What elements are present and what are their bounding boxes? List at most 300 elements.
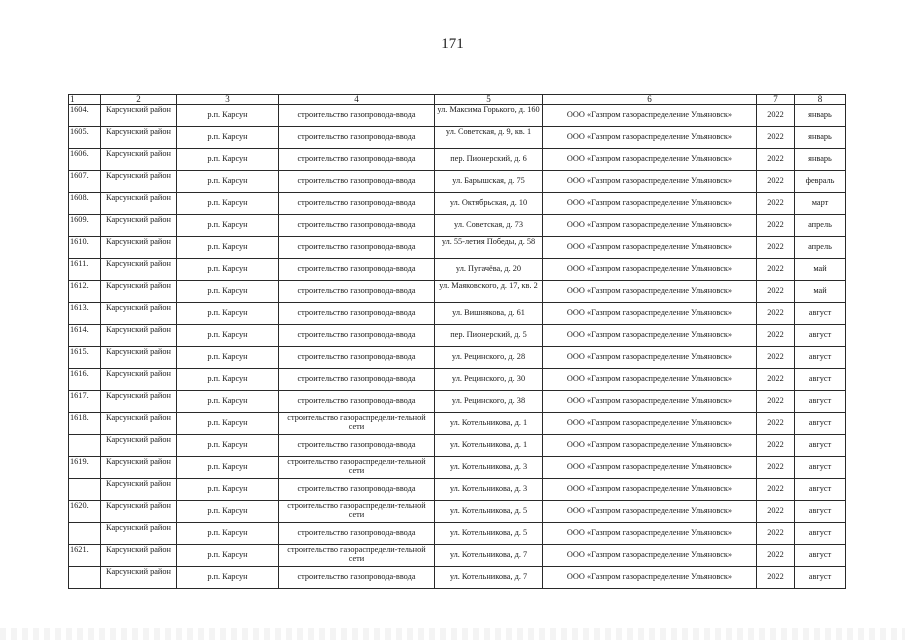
organization-cell: [543, 369, 757, 391]
year-cell-text: 2022: [767, 484, 784, 493]
row-number: [69, 193, 101, 215]
gasification-schedule-table: [68, 94, 846, 589]
settlement-cell-text: р.п. Карсун: [207, 242, 248, 251]
table-row: [69, 237, 846, 259]
address-cell-text: ул. Котельникова, д. 3: [449, 462, 528, 471]
settlement-cell-text: р.п. Карсун: [207, 528, 248, 537]
month-cell-text: апрель: [808, 242, 832, 251]
scan-noise-strip: [0, 628, 905, 640]
table-row: [69, 391, 846, 413]
organization-cell: [543, 457, 757, 479]
year-cell: [757, 435, 795, 457]
row-number-text: 1609.: [70, 215, 89, 224]
address-cell: [435, 479, 543, 501]
address-cell-text: ул. Котельникова, д. 7: [449, 550, 528, 559]
year-cell-text: 2022: [767, 242, 784, 251]
year-cell: [757, 171, 795, 193]
month-cell: [795, 237, 846, 259]
month-cell: [795, 457, 846, 479]
work-type-cell: [279, 501, 435, 523]
settlement-cell: [177, 193, 279, 215]
settlement-cell: [177, 149, 279, 171]
work-type-cell-text: строительство газопровода-ввода: [297, 132, 416, 141]
organization-cell: [543, 237, 757, 259]
address-cell: [435, 215, 543, 237]
district-cell: [101, 281, 177, 303]
settlement-cell-text: р.п. Карсун: [207, 462, 248, 471]
district-cell: [101, 325, 177, 347]
organization-cell-text: ООО «Газпром газораспределение Ульяновск»: [566, 176, 733, 185]
row-number: [69, 567, 101, 589]
year-cell: [757, 523, 795, 545]
work-type-cell: [279, 325, 435, 347]
district-cell: [101, 347, 177, 369]
work-type-cell-text: строительство газораспредели-тельной сети: [287, 545, 426, 563]
page-number: 171: [441, 36, 464, 52]
organization-cell-text: ООО «Газпром газораспределение Ульяновск»: [566, 110, 733, 119]
district-cell: [101, 149, 177, 171]
settlement-cell: [177, 413, 279, 435]
district-cell-text: Карсунский район: [106, 171, 171, 180]
district-cell: [101, 369, 177, 391]
district-cell: [101, 413, 177, 435]
work-type-cell: [279, 523, 435, 545]
row-number: [69, 149, 101, 171]
address-cell-text: ул. Пугачёва, д. 20: [455, 264, 522, 273]
work-type-cell: [279, 457, 435, 479]
table-row: [69, 105, 846, 127]
work-type-cell: [279, 435, 435, 457]
district-cell: [101, 303, 177, 325]
column-header: 3: [177, 95, 279, 105]
year-cell-text: 2022: [767, 154, 784, 163]
organization-cell: [543, 413, 757, 435]
row-number: [69, 435, 101, 457]
district-cell: [101, 391, 177, 413]
row-number-text: 1608.: [70, 193, 89, 202]
address-cell: [435, 567, 543, 589]
organization-cell-text: ООО «Газпром газораспределение Ульяновск»: [566, 286, 733, 295]
row-number: [69, 479, 101, 501]
settlement-cell-text: р.п. Карсун: [207, 132, 248, 141]
month-cell-text: август: [808, 440, 832, 449]
year-cell: [757, 127, 795, 149]
settlement-cell: [177, 215, 279, 237]
address-cell-text: ул. Котельникова, д. 5: [449, 506, 528, 515]
organization-cell-text: ООО «Газпром газораспределение Ульяновск»: [566, 198, 733, 207]
column-header: 6: [543, 95, 757, 105]
month-cell-text: август: [808, 352, 832, 361]
table-row: [69, 435, 846, 457]
year-cell: [757, 325, 795, 347]
work-type-cell: [279, 303, 435, 325]
column-header: 8: [795, 95, 846, 105]
address-cell-text: ул. 55-летия Победы, д. 58: [441, 237, 536, 246]
year-cell-text: 2022: [767, 176, 784, 185]
month-cell-text: январь: [808, 132, 832, 141]
district-cell-text: Карсунский район: [106, 347, 171, 356]
month-cell-text: август: [808, 462, 832, 471]
work-type-cell: [279, 237, 435, 259]
settlement-cell-text: р.п. Карсун: [207, 220, 248, 229]
address-cell: [435, 369, 543, 391]
district-cell-text: Карсунский район: [106, 325, 171, 334]
work-type-cell-text: строительство газопровода-ввода: [297, 264, 416, 273]
year-cell-text: 2022: [767, 330, 784, 339]
row-number: [69, 501, 101, 523]
work-type-cell: [279, 127, 435, 149]
month-cell-text: август: [808, 484, 832, 493]
address-cell-text: ул. Советская, д. 73: [454, 220, 523, 229]
year-cell-text: 2022: [767, 286, 784, 295]
address-cell-text: пер. Пионерский, д. 5: [450, 330, 527, 339]
settlement-cell: [177, 369, 279, 391]
address-cell: [435, 149, 543, 171]
district-cell-text: Карсунский район: [106, 193, 171, 202]
work-type-cell-text: строительство газопровода-ввода: [297, 572, 416, 581]
work-type-cell: [279, 413, 435, 435]
organization-cell: [543, 127, 757, 149]
row-number-text: 1616.: [70, 369, 89, 378]
table-row: [69, 127, 846, 149]
address-cell: [435, 523, 543, 545]
row-number-text: 1614.: [70, 325, 89, 334]
row-number: [69, 391, 101, 413]
work-type-cell-text: строительство газопровода-ввода: [297, 528, 416, 537]
organization-cell-text: ООО «Газпром газораспределение Ульяновск»: [566, 418, 733, 427]
address-cell: [435, 105, 543, 127]
year-cell: [757, 259, 795, 281]
row-number-text: 1619.: [70, 457, 89, 466]
column-header: 5: [435, 95, 543, 105]
year-cell-text: 2022: [767, 440, 784, 449]
organization-cell: [543, 259, 757, 281]
settlement-cell: [177, 347, 279, 369]
row-number: [69, 259, 101, 281]
year-cell-text: 2022: [767, 374, 784, 383]
settlement-cell-text: р.п. Карсун: [207, 154, 248, 163]
organization-cell-text: ООО «Газпром газораспределение Ульяновск»: [566, 462, 733, 471]
table-row: [69, 347, 846, 369]
row-number-text: 1613.: [70, 303, 89, 312]
settlement-cell: [177, 545, 279, 567]
address-cell: [435, 259, 543, 281]
work-type-cell-text: строительство газопровода-ввода: [297, 396, 416, 405]
table-row: [69, 303, 846, 325]
table-row: [69, 413, 846, 435]
address-cell-text: ул. Максима Горького, д. 160: [437, 105, 540, 114]
work-type-cell-text: строительство газораспредели-тельной сети: [287, 501, 426, 519]
row-number-text: 1611.: [70, 259, 89, 268]
organization-cell-text: ООО «Газпром газораспределение Ульяновск»: [566, 440, 733, 449]
row-number-text: 1607.: [70, 171, 89, 180]
work-type-cell-text: строительство газопровода-ввода: [297, 484, 416, 493]
organization-cell: [543, 325, 757, 347]
work-type-cell-text: строительство газопровода-ввода: [297, 352, 416, 361]
column-header: 2: [101, 95, 177, 105]
year-cell: [757, 105, 795, 127]
work-type-cell-text: строительство газопровода-ввода: [297, 176, 416, 185]
settlement-cell: [177, 171, 279, 193]
year-cell: [757, 479, 795, 501]
row-number-text: 1615.: [70, 347, 89, 356]
month-cell: [795, 413, 846, 435]
row-number: [69, 127, 101, 149]
address-cell-text: ул. Котельникова, д. 7: [449, 572, 528, 581]
row-number: [69, 457, 101, 479]
work-type-cell-text: строительство газопровода-ввода: [297, 110, 416, 119]
month-cell: [795, 523, 846, 545]
address-cell-text: ул. Советская, д. 9, кв. 1: [445, 127, 532, 136]
district-cell-text: Карсунский район: [106, 457, 171, 466]
year-cell: [757, 545, 795, 567]
settlement-cell-text: р.п. Карсун: [207, 484, 248, 493]
address-cell: [435, 501, 543, 523]
address-cell: [435, 391, 543, 413]
work-type-cell-text: строительство газораспредели-тельной сети: [287, 413, 426, 431]
settlement-cell-text: р.п. Карсун: [207, 374, 248, 383]
address-cell-text: ул. Октябрьская, д. 10: [449, 198, 528, 207]
district-cell-text: Карсунский район: [106, 127, 171, 136]
district-cell: [101, 523, 177, 545]
district-cell-text: Карсунский район: [106, 281, 171, 290]
year-cell: [757, 391, 795, 413]
settlement-cell-text: р.п. Карсун: [207, 418, 248, 427]
row-number-text: 1618.: [70, 413, 89, 422]
work-type-cell-text: строительство газопровода-ввода: [297, 220, 416, 229]
table-row: [69, 259, 846, 281]
table-row: [69, 545, 846, 567]
settlement-cell: [177, 501, 279, 523]
settlement-cell-text: р.п. Карсун: [207, 286, 248, 295]
work-type-cell-text: строительство газопровода-ввода: [297, 440, 416, 449]
work-type-cell: [279, 567, 435, 589]
district-cell: [101, 545, 177, 567]
district-cell: [101, 171, 177, 193]
address-cell: [435, 325, 543, 347]
month-cell: [795, 325, 846, 347]
year-cell: [757, 501, 795, 523]
settlement-cell-text: р.п. Карсун: [207, 198, 248, 207]
month-cell-text: август: [808, 528, 832, 537]
year-cell-text: 2022: [767, 110, 784, 119]
row-number: [69, 523, 101, 545]
settlement-cell-text: р.п. Карсун: [207, 110, 248, 119]
work-type-cell: [279, 281, 435, 303]
district-cell-text: Карсунский район: [106, 369, 171, 378]
month-cell: [795, 391, 846, 413]
settlement-cell-text: р.п. Карсун: [207, 352, 248, 361]
row-number: [69, 369, 101, 391]
table-row: [69, 457, 846, 479]
district-cell: [101, 435, 177, 457]
work-type-cell: [279, 369, 435, 391]
table-row: [69, 523, 846, 545]
organization-cell-text: ООО «Газпром газораспределение Ульяновск»: [566, 308, 733, 317]
month-cell: [795, 347, 846, 369]
year-cell: [757, 457, 795, 479]
organization-cell: [543, 149, 757, 171]
work-type-cell-text: строительство газопровода-ввода: [297, 198, 416, 207]
month-cell: [795, 149, 846, 171]
year-cell: [757, 215, 795, 237]
table-row: [69, 567, 846, 589]
address-cell-text: пер. Пионерский, д. 6: [450, 154, 527, 163]
district-cell: [101, 127, 177, 149]
settlement-cell-text: р.п. Карсун: [207, 396, 248, 405]
year-cell-text: 2022: [767, 198, 784, 207]
row-number-text: 1610.: [70, 237, 89, 246]
district-cell-text: Карсунский район: [106, 303, 171, 312]
settlement-cell: [177, 303, 279, 325]
row-number-text: 1612.: [70, 281, 89, 290]
settlement-cell-text: р.п. Карсун: [207, 176, 248, 185]
column-header: 4: [279, 95, 435, 105]
work-type-cell: [279, 105, 435, 127]
month-cell-text: май: [813, 264, 827, 273]
month-cell-text: август: [808, 374, 832, 383]
settlement-cell: [177, 105, 279, 127]
row-number: [69, 105, 101, 127]
organization-cell-text: ООО «Газпром газораспределение Ульяновск»: [566, 264, 733, 273]
row-number: [69, 237, 101, 259]
row-number: [69, 325, 101, 347]
address-cell-text: ул. Котельникова, д. 5: [449, 528, 528, 537]
organization-cell-text: ООО «Газпром газораспределение Ульяновск»: [566, 242, 733, 251]
row-number-text: 1604.: [70, 105, 89, 114]
row-number: [69, 303, 101, 325]
year-cell: [757, 149, 795, 171]
organization-cell-text: ООО «Газпром газораспределение Ульяновск»: [566, 528, 733, 537]
month-cell-text: февраль: [805, 176, 835, 185]
table-row: [69, 171, 846, 193]
organization-cell: [543, 303, 757, 325]
settlement-cell-text: р.п. Карсун: [207, 330, 248, 339]
organization-cell: [543, 347, 757, 369]
year-cell: [757, 347, 795, 369]
district-cell-text: Карсунский район: [106, 545, 171, 554]
year-cell-text: 2022: [767, 528, 784, 537]
address-cell: [435, 457, 543, 479]
month-cell: [795, 435, 846, 457]
month-cell: [795, 193, 846, 215]
address-cell-text: ул. Рецинского, д. 38: [451, 396, 526, 405]
work-type-cell: [279, 193, 435, 215]
settlement-cell-text: р.п. Карсун: [207, 264, 248, 273]
address-cell-text: ул. Вишнякова, д. 61: [452, 308, 525, 317]
district-cell: [101, 259, 177, 281]
address-cell-text: ул. Рецинского, д. 30: [451, 374, 526, 383]
organization-cell-text: ООО «Газпром газораспределение Ульяновск»: [566, 484, 733, 493]
month-cell: [795, 369, 846, 391]
address-cell: [435, 303, 543, 325]
month-cell-text: август: [808, 308, 832, 317]
column-header: 7: [757, 95, 795, 105]
district-cell-text: Карсунский район: [106, 413, 171, 422]
settlement-cell-text: р.п. Карсун: [207, 506, 248, 515]
work-type-cell-text: строительство газопровода-ввода: [297, 242, 416, 251]
organization-cell: [543, 391, 757, 413]
year-cell: [757, 193, 795, 215]
work-type-cell: [279, 391, 435, 413]
row-number: [69, 413, 101, 435]
row-number: [69, 281, 101, 303]
district-cell: [101, 457, 177, 479]
month-cell-text: март: [811, 198, 829, 207]
organization-cell-text: ООО «Газпром газораспределение Ульяновск»: [566, 220, 733, 229]
work-type-cell: [279, 545, 435, 567]
settlement-cell: [177, 567, 279, 589]
district-cell-text: Карсунский район: [106, 105, 171, 114]
district-cell: [101, 215, 177, 237]
year-cell: [757, 567, 795, 589]
month-cell-text: май: [813, 286, 827, 295]
organization-cell: [543, 545, 757, 567]
address-cell-text: ул. Барышская, д. 75: [452, 176, 525, 185]
work-type-cell-text: строительство газопровода-ввода: [297, 308, 416, 317]
organization-cell-text: ООО «Газпром газораспределение Ульяновск»: [566, 132, 733, 141]
year-cell-text: 2022: [767, 418, 784, 427]
organization-cell: [543, 523, 757, 545]
row-number-text: 1606.: [70, 149, 89, 158]
district-cell-text: Карсунский район: [106, 215, 171, 224]
table-row: [69, 149, 846, 171]
settlement-cell-text: р.п. Карсун: [207, 440, 248, 449]
settlement-cell: [177, 479, 279, 501]
row-number: [69, 545, 101, 567]
organization-cell-text: ООО «Газпром газораспределение Ульяновск»: [566, 396, 733, 405]
year-cell-text: 2022: [767, 264, 784, 273]
table-row: [69, 369, 846, 391]
year-cell: [757, 281, 795, 303]
column-number-header-row: [69, 95, 846, 105]
work-type-cell-text: строительство газопровода-ввода: [297, 154, 416, 163]
organization-cell: [543, 215, 757, 237]
settlement-cell: [177, 523, 279, 545]
organization-cell-text: ООО «Газпром газораспределение Ульяновск»: [566, 550, 733, 559]
table-row: [69, 325, 846, 347]
year-cell-text: 2022: [767, 132, 784, 141]
settlement-cell: [177, 325, 279, 347]
table-row: [69, 281, 846, 303]
organization-cell: [543, 435, 757, 457]
district-cell-text: Карсунский район: [106, 391, 171, 400]
district-cell-text: Карсунский район: [106, 501, 171, 510]
organization-cell-text: ООО «Газпром газораспределение Ульяновск»: [566, 352, 733, 361]
month-cell: [795, 479, 846, 501]
month-cell: [795, 127, 846, 149]
address-cell-text: ул. Котельникова, д. 1: [449, 418, 528, 427]
month-cell: [795, 501, 846, 523]
address-cell-text: ул. Котельникова, д. 1: [449, 440, 528, 449]
district-cell: [101, 237, 177, 259]
year-cell: [757, 237, 795, 259]
work-type-cell: [279, 347, 435, 369]
month-cell-text: апрель: [808, 220, 832, 229]
address-cell: [435, 435, 543, 457]
district-cell: [101, 193, 177, 215]
table-row: [69, 193, 846, 215]
district-cell-text: Карсунский район: [106, 149, 171, 158]
settlement-cell: [177, 259, 279, 281]
table-row: [69, 215, 846, 237]
settlement-cell: [177, 281, 279, 303]
district-cell: [101, 567, 177, 589]
address-cell: [435, 193, 543, 215]
work-type-cell: [279, 479, 435, 501]
district-cell-text: Карсунский район: [106, 523, 171, 532]
month-cell-text: август: [808, 550, 832, 559]
